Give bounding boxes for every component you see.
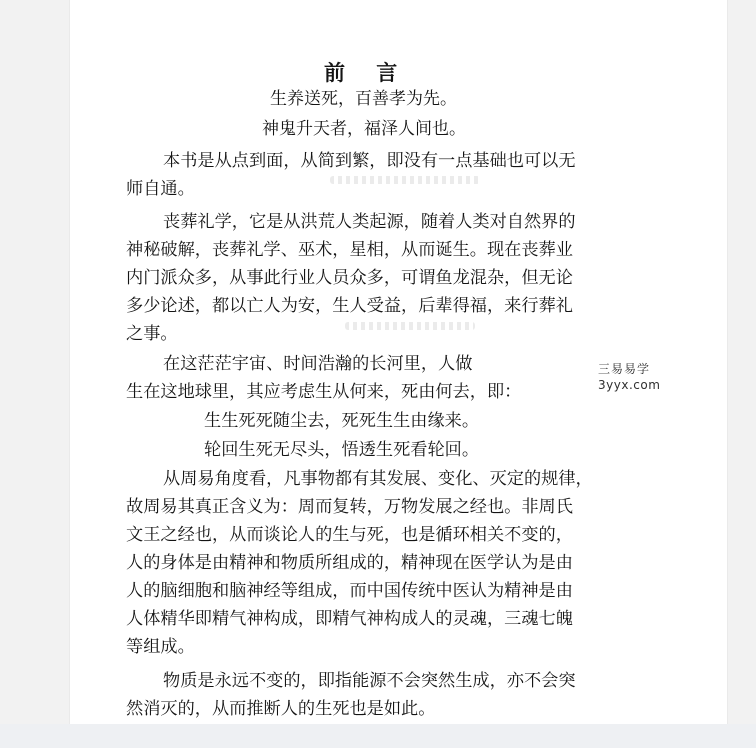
poem-line-1: 生养送死，百善孝为先。 xyxy=(270,89,457,109)
text-line: 内门派众多，从事此行业人员众多，可谓鱼龙混杂，但无论 xyxy=(126,268,573,288)
verse-line: 生生死死随尘去，死死生生由缘来。 xyxy=(204,411,480,431)
text-line: 师自通。 xyxy=(126,179,195,199)
text-line: 等组成。 xyxy=(126,637,195,657)
text-line: 从周易角度看，凡事物都有其发展、变化、灭定的规律， xyxy=(163,469,593,489)
text-line: 生在这地球里，其应考虑生从何来，死由何去，即： xyxy=(126,382,522,402)
text-line: 多少论述，都以亡人为安，生人受益，后辈得福，来行葬礼 xyxy=(126,296,573,316)
text-line: 然消灭的，从而推断人的生死也是如此。 xyxy=(126,699,436,719)
text-line: 人体精华即精气神构成，即精气神构成人的灵魂，三魂七魄 xyxy=(126,609,573,629)
text-line: 人的脑细胞和脑神经等组成，而中国传统中医认为精神是由 xyxy=(126,581,573,601)
viewer-bottom-strip xyxy=(0,724,756,748)
text-line: 在这茫茫宇宙、时间浩瀚的长河里，人做 xyxy=(163,354,473,374)
text-line: 人的身体是由精神和物质所组成的，精神现在医学认为是由 xyxy=(126,553,573,573)
text-line: 故周易其真正含义为：周而复转，万物发展之经也。非周氏 xyxy=(126,497,573,517)
scan-smudge xyxy=(345,322,475,330)
text-line: 丧葬礼学，它是从洪荒人类起源，随着人类对自然界的 xyxy=(163,212,576,232)
page-title: 前 言 xyxy=(324,60,410,85)
scan-smudge xyxy=(330,176,480,184)
text-line: 本书是从点到面，从简到繁，即没有一点基础也可以无 xyxy=(163,151,576,171)
text-line: 文王之经也，从而谈论人的生与死，也是循环相关不变的， xyxy=(126,525,573,545)
text-line: 神秘破解，丧葬礼学、巫术，星相，从而诞生。现在丧葬业 xyxy=(126,240,573,260)
verse-line: 轮回生死无尽头，悟透生死看轮回。 xyxy=(204,440,480,460)
watermark-url: 3yyx.com xyxy=(598,378,661,392)
watermark-label: 三易易学 xyxy=(598,362,651,376)
text-line: 物质是永远不变的，即指能源不会突然生成，亦不会突 xyxy=(163,671,576,691)
text-line: 之事。 xyxy=(126,324,178,344)
poem-line-2: 神鬼升天者，福泽人间也。 xyxy=(262,119,466,139)
